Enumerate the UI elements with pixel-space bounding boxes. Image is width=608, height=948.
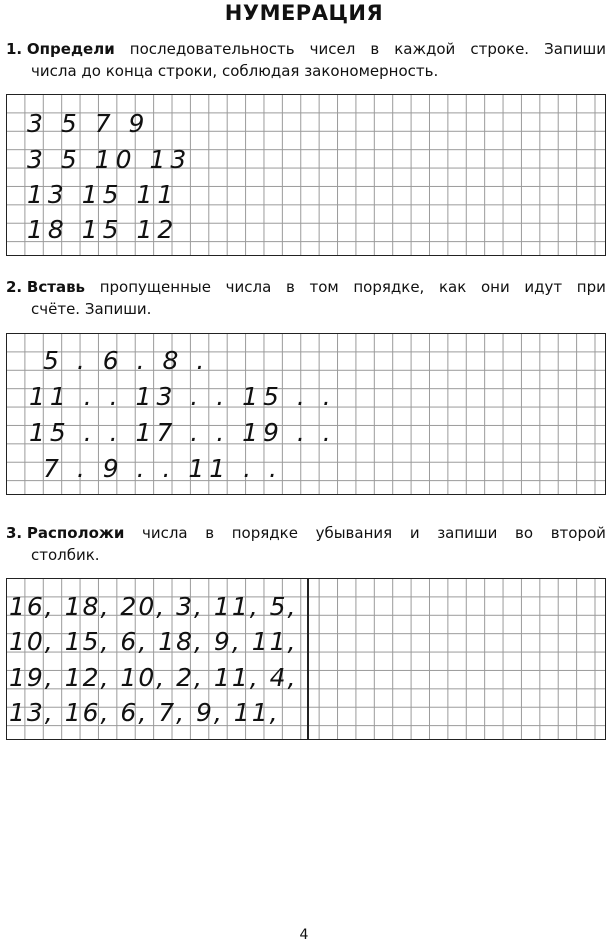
task-3-word: во: [515, 524, 534, 542]
task-1-word: в: [370, 40, 380, 58]
task-2-word: в: [285, 278, 295, 296]
column-divider: [307, 578, 309, 740]
task-3-grid: [6, 578, 606, 740]
task-3-word: числа: [141, 524, 188, 542]
task-2-instruction: [6, 276, 606, 320]
task-2-row: 7 . 9 . . 11 . .: [43, 454, 282, 483]
task-2-word: том: [309, 278, 339, 296]
task-2-number: 2.: [6, 278, 23, 296]
task-2-word: как: [439, 278, 467, 296]
task-1-row: 13 15 11: [27, 180, 179, 209]
task-2-word: они: [480, 278, 510, 296]
task-1-word: строке.: [470, 40, 530, 58]
task-1-row: 3 5 10 13: [27, 145, 192, 174]
task-2-word: числа: [225, 278, 272, 296]
task-1-word: чисел: [309, 40, 356, 58]
task-2-keyword: Вставь: [26, 278, 86, 296]
task-3-row: 16, 18, 20, 3, 11, 5,: [9, 592, 298, 621]
task-1-line-2: числа до конца строки, соблюдая закономерность.: [31, 62, 439, 80]
task-2-line-2: счёте. Запиши.: [31, 300, 152, 318]
task-3-instruction: [6, 522, 606, 566]
task-3-line-1: [6, 522, 606, 544]
task-3-word: убывания: [315, 524, 393, 542]
task-2-row: 15 . . 17 . . 19 . .: [29, 418, 336, 447]
task-3-word: запиши: [437, 524, 498, 542]
page-title: НУМЕРАЦИЯ: [224, 1, 384, 25]
task-3-line-2: столбик.: [31, 546, 100, 564]
task-1-row: 18 15 12: [27, 215, 179, 244]
task-1-word: каждой: [394, 40, 456, 58]
task-1-word: последовательность: [129, 40, 295, 58]
task-2-word: пропущенные: [99, 278, 211, 296]
task-2-line-1: [6, 276, 606, 298]
task-1-keyword: Определи: [26, 40, 115, 58]
page-number: 4: [299, 927, 309, 943]
task-1-row: 3 5 7 9: [27, 109, 150, 138]
task-3-row: 19, 12, 10, 2, 11, 4,: [9, 663, 298, 692]
task-1-number: 1.: [6, 40, 23, 58]
task-2-row: 5 . 6 . 8 .: [43, 346, 210, 375]
task-3-keyword: Расположи: [26, 524, 125, 542]
task-2-word: при: [576, 278, 606, 296]
task-3-row: 13, 16, 6, 7, 9, 11,: [9, 698, 280, 727]
task-3-word: и: [409, 524, 420, 542]
task-3-word: порядке: [231, 524, 298, 542]
task-2-word: порядке,: [353, 278, 425, 296]
task-3-word: в: [205, 524, 215, 542]
task-1-instruction: [6, 38, 606, 82]
task-3-row: 10, 15, 6, 18, 9, 11,: [9, 627, 298, 656]
task-2-row: 11 . . 13 . . 15 . .: [29, 382, 336, 411]
task-1-word: Запиши: [544, 40, 606, 58]
task-2-grid: [6, 333, 606, 495]
task-3-number: 3.: [6, 524, 23, 542]
task-1-line-1: [6, 38, 606, 60]
task-2-word: идут: [524, 278, 563, 296]
task-1-grid: [6, 94, 606, 256]
task-3-word: второй: [550, 524, 606, 542]
